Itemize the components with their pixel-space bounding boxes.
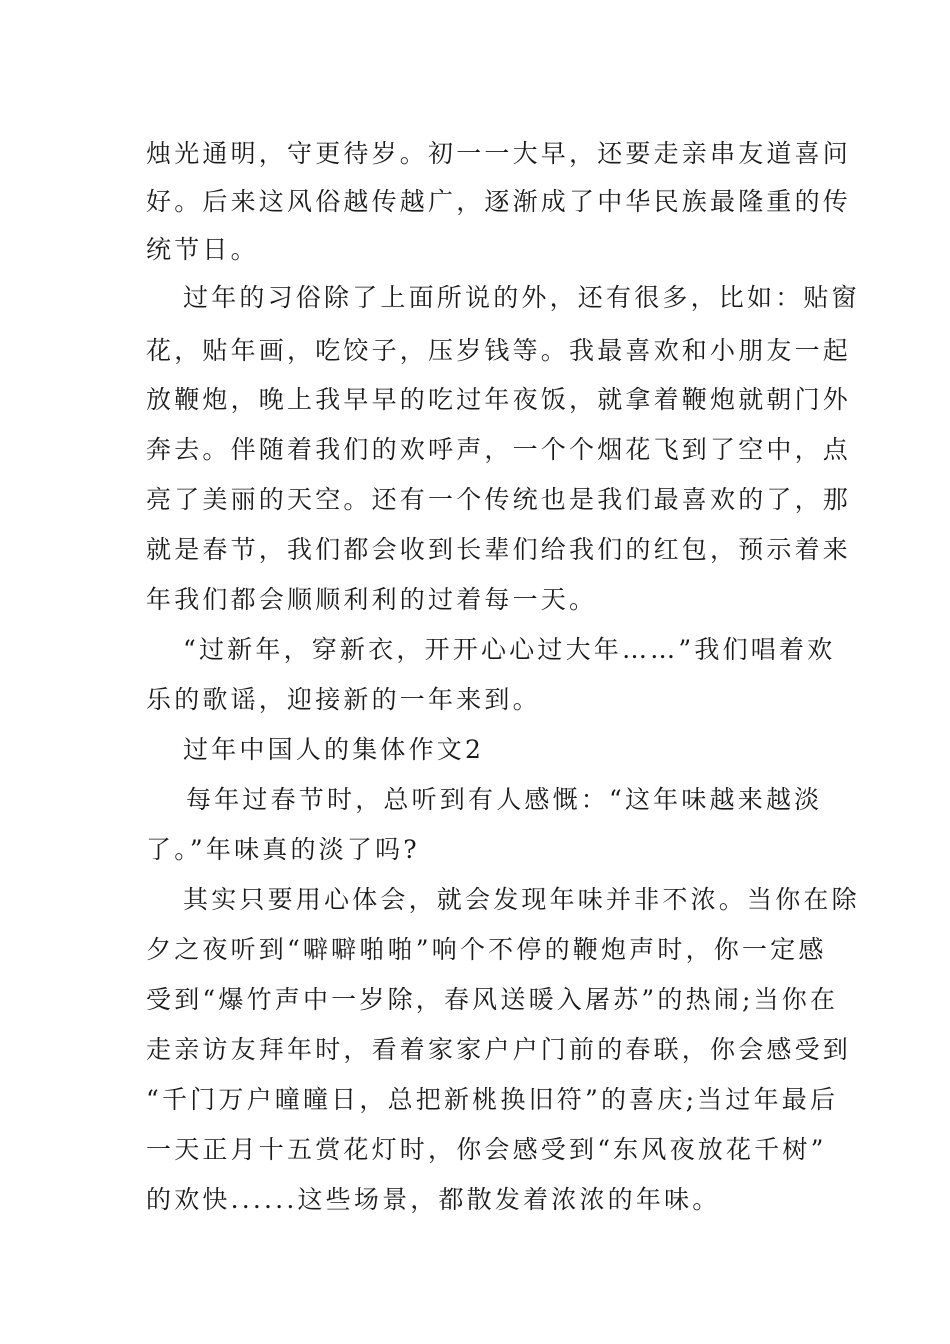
text-line: 了。”年味真的淡了吗? (146, 835, 420, 864)
paragraph-start-line: 每年过春节时，总听到有人感慨：“这年味越来越淡 (186, 785, 823, 814)
text-line: 走亲访友拜年时，看着家家户户门前的春联，你会感受到 (146, 1035, 852, 1064)
section-heading: 过年中国人的集体作文2 (183, 735, 485, 764)
text-line: “千门万户曈曈日，总把新桃换旧符”的喜庆;当过年最后 (146, 1085, 839, 1114)
text-line: 一天正月十五赏花灯时，你会感受到“东风夜放花千树” (146, 1135, 827, 1164)
paragraph-start-line: 过年的习俗除了上面所说的外，还有很多，比如：贴窗 (183, 283, 860, 312)
paragraph-start-line: “过新年，穿新衣，开开心心过大年……”我们唱着欢 (183, 635, 836, 664)
text-line: 乐的歌谣，迎接新的一年来到。 (146, 685, 541, 714)
text-line: 夕之夜听到“噼噼啪啪”响个不停的鞭炮声时，你一定感 (146, 935, 827, 964)
text-line: 花，贴年画，吃饺子，压岁钱等。我最喜欢和小朋友一起 (146, 336, 852, 365)
text-line: 放鞭炮，晚上我早早的吃过年夜饭，就拿着鞭炮就朝门外 (146, 385, 852, 414)
text-line: 烛光通明，守更待岁。初一一大早，还要走亲串友道喜问 (146, 139, 852, 168)
text-line: 年我们都会顺顺利利的过着每一天。 (146, 585, 598, 614)
text-line: 的欢快......这些场景，都散发着浓浓的年味。 (146, 1185, 721, 1214)
text-line: 就是春节，我们都会收到长辈们给我们的红包，预示着来 (146, 535, 852, 564)
paragraph-start-line: 其实只要用心体会，就会发现年味并非不浓。当你在除 (183, 885, 860, 914)
text-line: 受到“爆竹声中一岁除，春风送暖入屠苏”的热闹;当你在 (146, 985, 839, 1014)
text-line: 奔去。伴随着我们的欢呼声，一个个烟花飞到了空中，点 (146, 435, 852, 464)
text-line: 统节日。 (146, 235, 259, 264)
text-line: 好。后来这风俗越传越广，逐渐成了中华民族最隆重的传 (146, 187, 852, 216)
text-line: 亮了美丽的天空。还有一个传统也是我们最喜欢的了，那 (146, 485, 852, 514)
